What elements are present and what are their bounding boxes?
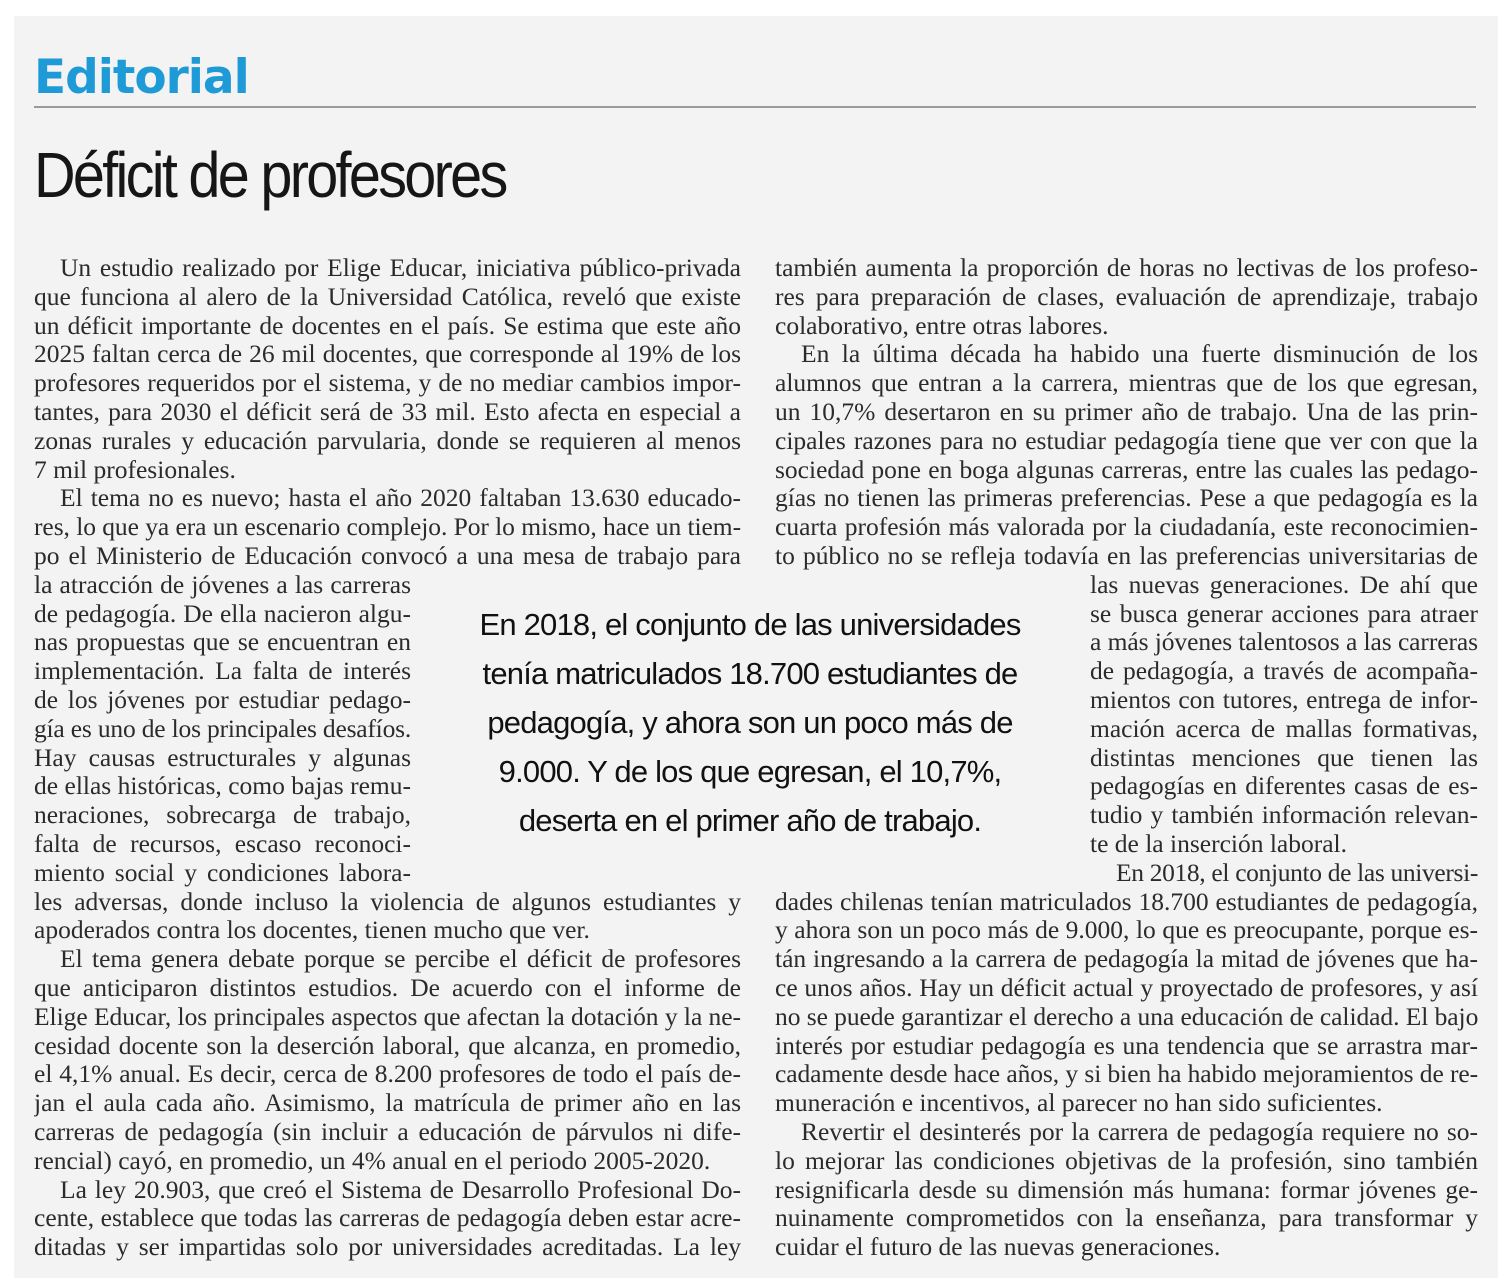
paragraph-line: pedagogías en diferentes casas de es-: [1090, 772, 1478, 801]
pull-quote-line: deserta en el primer año de trabajo.: [518, 803, 982, 838]
paragraph-line: res, lo que ya era un escenario complejo. Por lo mismo, hace un tiem-: [34, 513, 741, 542]
paragraph-line: po el Ministerio de Educación convocó a una mesa de trabajo para: [34, 542, 741, 570]
paragraph-line: no se puede garantizar el derecho a una educación de calidad. El bajo: [775, 1002, 1478, 1031]
paragraph-line: colaborativo, entre otras labores.: [775, 311, 1109, 340]
paragraph-line: cente, establece que todas las carreras de pedagogía deben estar acre-: [34, 1204, 741, 1233]
paragraph-line: alumnos que entran a la carrera, mientras que de los que egresan,: [775, 369, 1478, 398]
paragraph-line: nuinamente comprometidos con la enseñanza, para transformar y: [775, 1204, 1478, 1233]
paragraph-line: les adversas, donde incluso la violencia de algunos estudiantes y: [34, 887, 741, 916]
pull-quote-line: tenía matriculados 18.700 estudiantes de: [482, 656, 1018, 691]
paragraph-line: dades chilenas tenían matriculados 18.700 estudiantes de pedagogía,: [775, 887, 1478, 916]
paragraph-line: gía es uno de los principales desafíos.: [34, 714, 411, 743]
paragraph-line: distintas menciones que tienen las: [1090, 743, 1478, 772]
paragraph-line: y ahora son un poco más de 9.000, lo que es preocupante, porque es-: [775, 916, 1478, 945]
paragraph-line: El tema genera debate porque se percibe el déficit de profesores: [60, 945, 741, 974]
paragraph-line: el 4,1% anual. Es decir, cerca de 8.200 profesores de todo el país de-: [34, 1060, 741, 1089]
headline: Déficit de profesores: [34, 139, 506, 211]
paragraph-line: ditadas y ser impartidas solo por universidades acreditadas. La ley: [34, 1233, 741, 1262]
paragraph-line: resignificarla desde su dimensión más humana: formar jóvenes ge-: [775, 1175, 1478, 1204]
paragraph-line: apoderados contra los docentes, tienen mucho que ver.: [34, 916, 590, 945]
paragraph-line: un déficit importante de docentes en el país. Se estima que este año: [34, 311, 741, 340]
section-label: Editorial: [34, 50, 249, 105]
paragraph-line: las nuevas generaciones. De ahí que: [1090, 570, 1478, 599]
paragraph-line: La ley 20.903, que creó el Sistema de Desarrollo Profesional Do-: [60, 1175, 741, 1204]
paragraph-line: Hay causas estructurales y algunas: [34, 743, 411, 772]
paragraph-line: cipales razones para no estudiar pedagogía tiene que ver con que la: [775, 426, 1478, 455]
pull-quote-line: 9.000. Y de los que egresan, el 10,7%,: [498, 754, 1002, 789]
paragraph-line: cesidad docente son la deserción laboral, que alcanza, en promedio,: [34, 1031, 741, 1060]
paragraph-line: implementación. La falta de interés: [34, 657, 411, 686]
paragraph-line: El tema no es nuevo; hasta el año 2020 faltaban 13.630 educado-: [60, 484, 741, 513]
paragraph-line: mación acerca de mallas formativas,: [1090, 714, 1478, 743]
paragraph-line: a más jóvenes talentosos a las carreras: [1090, 628, 1478, 657]
paragraph-line: muneración e incentivos, al parecer no han sido suficientes.: [775, 1089, 1383, 1118]
paragraph-line: En la última década ha habido una fuerte disminución de los: [801, 340, 1478, 369]
paragraph-line: gías no tienen las primeras preferencias. Pese a que pedagogía es la: [775, 484, 1478, 513]
paragraph-line: te de la inserción laboral.: [1090, 830, 1348, 858]
paragraph-line: se busca generar acciones para atraer: [1090, 599, 1478, 628]
paragraph-line: cuarta profesión más valorada por la ciudadanía, este reconocimien-: [775, 513, 1478, 542]
paragraph-line: profesores requeridos por el sistema, y de no mediar cambios impor-: [34, 369, 741, 398]
paragraph-line: de pedagogía. De ella nacieron algu-: [34, 599, 411, 628]
pull-quote-line: En 2018, el conjunto de las universidades: [479, 607, 1021, 642]
paragraph-line: miento social y condiciones labora-: [34, 858, 411, 887]
paragraph-line: que anticiparon distintos estudios. De acuerdo con el informe de: [34, 974, 741, 1002]
paragraph-line: En 2018, el conjunto de las universi-: [1116, 858, 1478, 887]
paragraph-line: falta de recursos, escaso reconoci-: [34, 830, 411, 858]
paragraph-line: de los jóvenes por estudiar pedago-: [34, 686, 411, 714]
paragraph-line: ce unos años. Hay un déficit actual y proyectado de profesores, y así: [775, 974, 1478, 1002]
paragraph-line: mientos con tutores, entrega de infor-: [1090, 686, 1478, 714]
paragraph-line: to público no se refleja todavía en las preferencias universitarias de: [775, 542, 1478, 570]
paragraph-line: cuidar el futuro de las nuevas generaciones.: [775, 1233, 1221, 1262]
paragraph-line: tantes, para 2030 el déficit será de 33 mil. Esto afecta en especial a: [34, 398, 741, 426]
paragraph-line: la atracción de jóvenes a las carreras: [34, 570, 411, 599]
paragraph-line: 7 mil profesionales.: [34, 455, 236, 484]
paragraph-line: rencial) cayó, en promedio, un 4% anual en el periodo 2005-2020.: [34, 1146, 711, 1175]
paragraph-line: zonas rurales y educación parvularia, donde se requieren al menos: [34, 426, 741, 455]
paragraph-line: también aumenta la proporción de horas no lectivas de los profeso-: [775, 254, 1478, 282]
pull-quote: [460, 600, 1040, 845]
paragraph-line: que funciona al alero de la Universidad Católica, reveló que existe: [34, 282, 741, 311]
paragraph-line: res para preparación de clases, evaluación de aprendizaje, trabajo: [775, 282, 1478, 311]
paragraph-line: de ellas históricas, como bajas remu-: [34, 772, 411, 801]
section-divider: [34, 106, 1476, 108]
paragraph-line: cadamente desde hace años, y si bien ha habido mejoramientos de re-: [775, 1060, 1478, 1089]
paragraph-line: Revertir el desinterés por la carrera de pedagogía requiere no so-: [801, 1118, 1478, 1146]
paragraph-line: lo mejorar las condiciones objetivas de la profesión, sino también: [775, 1146, 1478, 1175]
paragraph-line: jan el aula cada año. Asimismo, la matrícula de primer año en las: [34, 1089, 741, 1118]
paragraph-line: tudio y también información relevan-: [1090, 801, 1478, 830]
paragraph-line: interés por estudiar pedagogía es una tendencia que se arrastra mar-: [775, 1031, 1478, 1060]
paragraph-line: de pedagogía, a través de acompaña-: [1090, 657, 1478, 686]
paragraph-line: neraciones, sobrecarga de trabajo,: [34, 801, 411, 830]
pull-quote-line: pedagogía, y ahora son un poco más de: [487, 705, 1013, 740]
paragraph-line: sociedad pone en boga algunas carreras, entre las cuales las pedago-: [775, 455, 1478, 484]
paragraph-line: Un estudio realizado por Elige Educar, iniciativa público-privada: [60, 254, 741, 282]
paragraph-line: carreras de pedagogía (sin incluir a educación de párvulos ni dife-: [34, 1118, 741, 1146]
paragraph-line: tán ingresando a la carrera de pedagogía la mitad de jóvenes que ha-: [775, 945, 1478, 974]
paragraph-line: un 10,7% desertaron en su primer año de trabajo. Una de las prin-: [775, 398, 1478, 426]
paragraph-line: nas propuestas que se encuentran en: [34, 628, 411, 657]
paragraph-line: Elige Educar, los principales aspectos que afectan la dotación y la ne-: [34, 1002, 741, 1031]
paragraph-line: 2025 faltan cerca de 26 mil docentes, que corresponde al 19% de los: [34, 340, 741, 369]
